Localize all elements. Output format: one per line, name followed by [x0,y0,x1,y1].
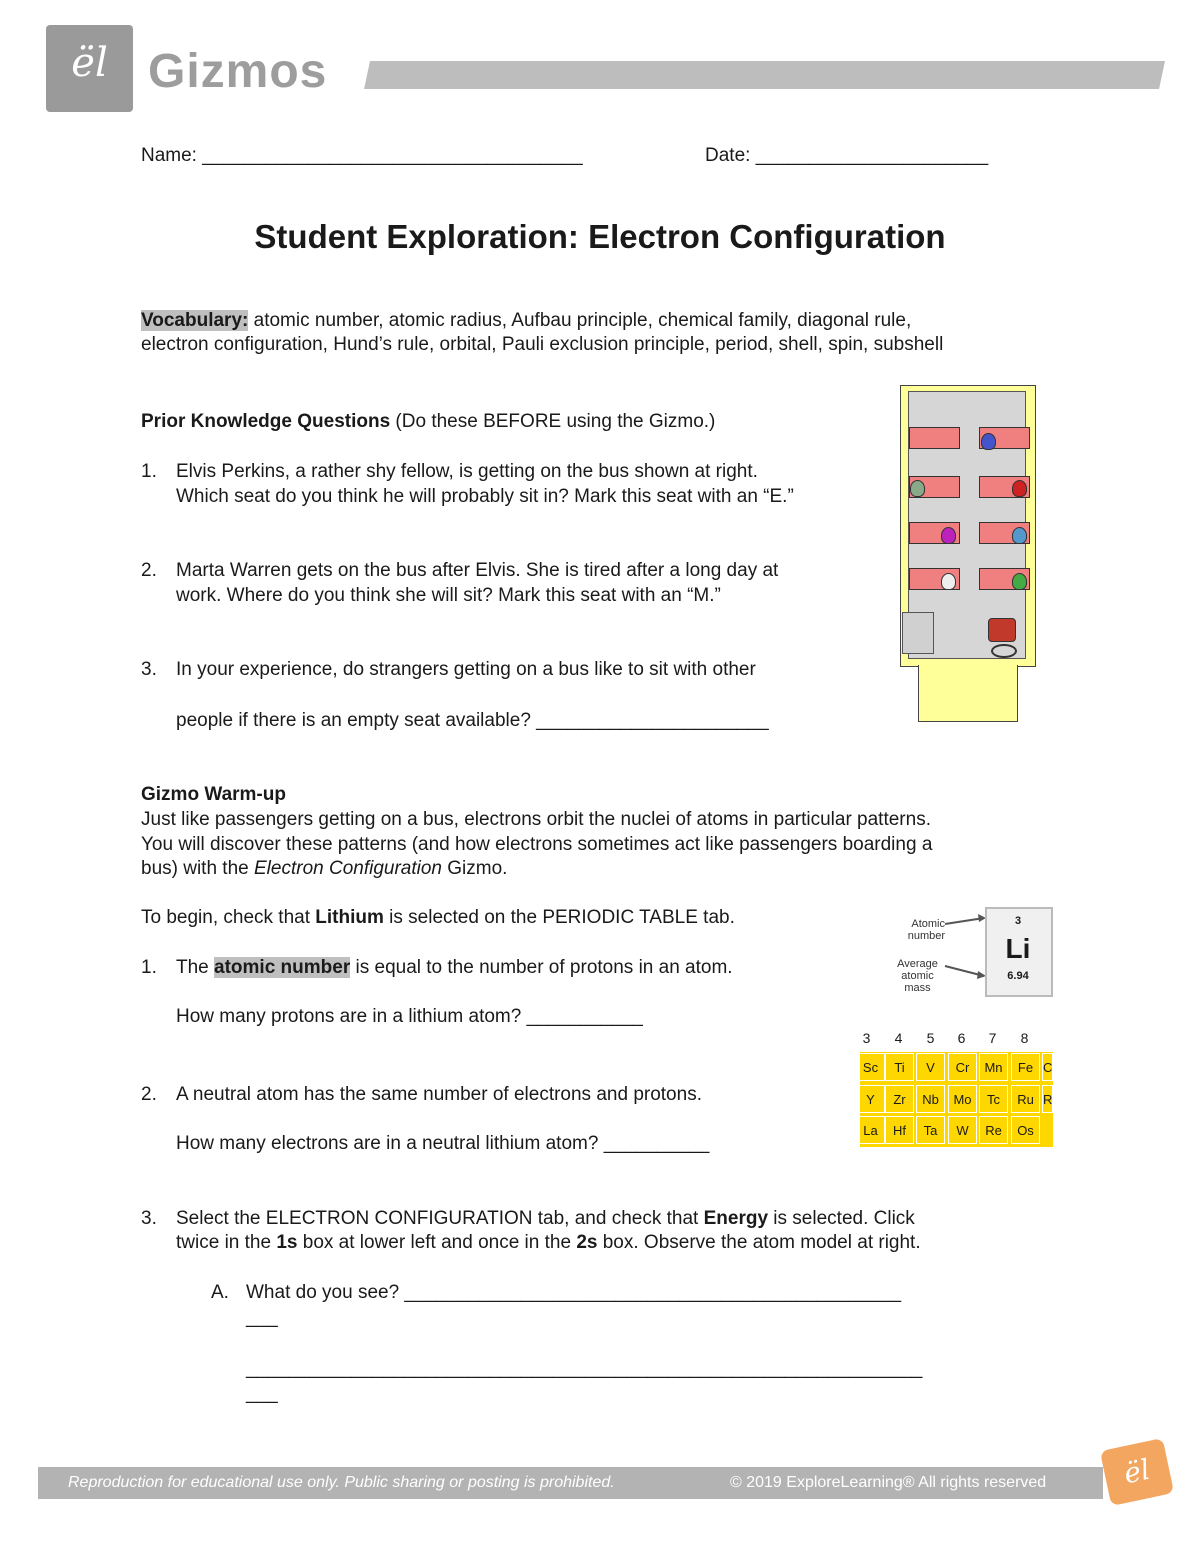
atomic-number-label: Atomic number [907,918,945,942]
element-cell: La [856,1116,885,1144]
element-atomic-number: 3 [1014,915,1022,927]
warmup-q3a: A. What do you see? _______________________________________________ [211,1282,902,1303]
prior-knowledge-heading: Prior Knowledge Questions (Do these BEFORE using the Gizmo.) [141,411,716,432]
prior-q3: 3. In your experience, do strangers getting on a bus like to sit with other [141,659,756,680]
warmup-q2-question: How many electrons are in a neutral lithium atom? __________ [176,1133,710,1154]
warmup-q3a-cont-2: ___ [246,1383,278,1404]
element-cell: Nb [916,1085,945,1113]
group-header: 8 [1020,1030,1029,1046]
header-bar [364,61,1165,89]
element-cell: W [948,1116,977,1144]
element-cell: Hf [885,1116,914,1144]
vocabulary-label: Vocabulary: [141,310,249,331]
element-cell: Os [1011,1116,1040,1144]
warmup-paragraph-3: bus) with the Electron Configuration Gizmo. [141,858,508,879]
prior-q2-line2: work. Where do you think she will sit? Mark this seat with an “M.” [176,585,721,606]
vocabulary-terms-1: atomic number, atomic radius, Aufbau principle, chemical family, diagonal rule, [248,310,912,331]
vocabulary-line-1 [141,308,911,333]
name-line: Name: ____________________________________ [141,145,583,166]
warmup-q3: 3. Select the ELECTRON CONFIGURATION tab, and check that Energy is selected. Click [141,1208,915,1229]
label-arrows-icon [940,910,990,980]
bus-driver-icon [988,618,1016,642]
average-atomic-mass-label: Average atomic mass [897,958,938,994]
passenger-icon [1012,527,1027,544]
element-cell: Ta [916,1116,945,1144]
footer-disclaimer: Reproduction for educational use only. Public sharing or posting is prohibited. [68,1474,615,1491]
brand-name: Gizmos [148,45,328,98]
steering-wheel-icon [991,644,1017,658]
warmup-paragraph-2: You will discover these patterns (and how electrons sometimes act like passengers boarding a [141,834,933,855]
group-header: 4 [894,1030,903,1046]
passenger-icon [1012,573,1027,590]
element-cell: Ti [885,1053,914,1081]
prior-q1: 1. Elvis Perkins, a rather shy fellow, is getting on the bus shown at right. [141,461,758,482]
element-cell: Re [979,1116,1008,1144]
group-header: 7 [988,1030,997,1046]
element-cell: C [1042,1053,1053,1081]
group-header: 3 [862,1030,871,1046]
element-cell: Mn [979,1053,1008,1081]
prior-q2: 2. Marta Warren gets on the bus after Elvis. She is tired after a long day at [141,560,779,581]
page-title: Student Exploration: Electron Configuration [254,218,946,255]
group-header: 5 [926,1030,935,1046]
warmup-q3a-answer-line: ________________________________________________________________ [246,1358,923,1379]
element-cell: Fe [1011,1053,1040,1081]
passenger-icon [1012,480,1027,497]
element-cell: Ru [1011,1085,1040,1113]
passenger-icon [941,527,956,544]
footer-logo-icon: ël [1100,1438,1174,1506]
warmup-q3-line2: twice in the 1s box at lower left and once in the 2s box. Observe the atom model at right. [176,1232,921,1253]
vocabulary-line-2: electron configuration, Hund’s rule, orbital, Pauli exclusion principle, period, shell, spin, subshell [141,334,944,355]
element-cell: Cr [948,1053,977,1081]
element-cell: Tc [979,1085,1008,1113]
prior-q3-line2: people if there is an empty seat available? ______________________ [176,710,769,731]
warmup-q2: 2. A neutral atom has the same number of electrons and protons. [141,1084,702,1105]
element-cell: Y [856,1085,885,1113]
prior-q1-line2: Which seat do you think he will probably sit in? Mark this seat with an “E.” [176,486,794,507]
element-mass: 6.94 [1007,970,1029,982]
warmup-heading: Gizmo Warm-up [141,784,286,805]
element-cell: Mo [948,1085,977,1113]
element-symbol: Li [1005,933,1031,964]
group-header: 6 [957,1030,966,1046]
passenger-icon [910,480,925,497]
bus-door [902,612,934,654]
warmup-q1: 1. The atomic number is equal to the number of protons in an atom. [141,957,733,978]
warmup-q1-question: How many protons are in a lithium atom? ___________ [176,1006,643,1027]
footer-copyright: © 2019 ExploreLearning® All rights reserved [730,1474,1047,1491]
bus-seat [909,427,960,449]
element-cell: Zr [885,1085,914,1113]
element-cell: Sc [856,1053,885,1081]
bus-front [918,665,1018,722]
warmup-begin: To begin, check that Lithium is selected on the PERIODIC TABLE tab. [141,907,735,928]
warmup-q3a-cont: ___ [246,1307,278,1328]
element-cell: V [916,1053,945,1081]
passenger-icon [981,433,996,450]
element-cell: R [1042,1085,1053,1113]
explorelearning-logo-icon: ël [71,40,108,86]
warmup-paragraph-1: Just like passengers getting on a bus, electrons orbit the nuclei of atoms in particular patterns. [141,809,931,830]
passenger-icon [941,573,956,590]
date-line: Date: ______________________ [705,145,989,166]
